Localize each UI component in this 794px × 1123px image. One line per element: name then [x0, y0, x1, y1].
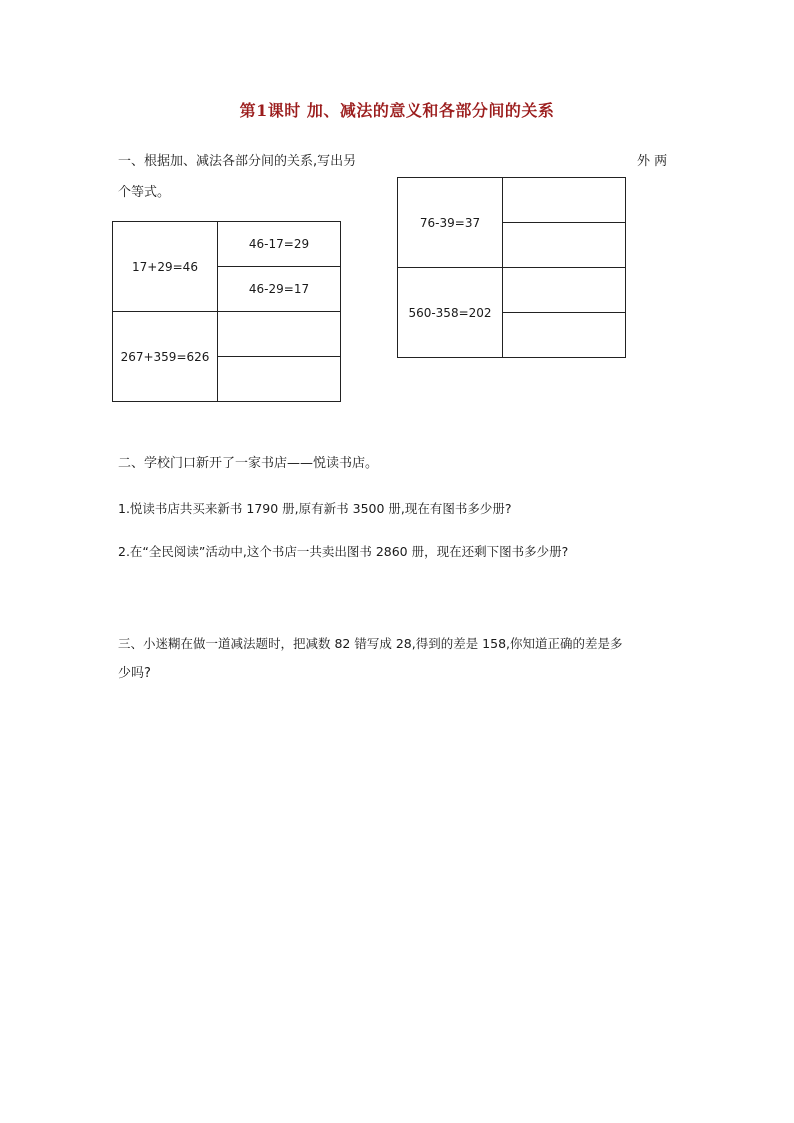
- answer-cell[interactable]: [503, 268, 626, 313]
- equation-table-right: [397, 177, 626, 358]
- answer-cell[interactable]: [503, 313, 626, 358]
- equation-table-left: [112, 221, 341, 402]
- answer-cell[interactable]: 46-29=17: [218, 267, 341, 312]
- given-equation: 267+359=626: [113, 312, 218, 402]
- question-2: 2.在“全民阅读”活动中,这个书店一共卖出图书 2860 册，现在还剩下图书多少册?: [118, 544, 569, 559]
- question-1: 1.悦读书店共买来新书 1790 册,原有新书 3500 册,现在有图书多少册?: [118, 501, 512, 516]
- answer-cell[interactable]: 46-17=29: [218, 222, 341, 267]
- section2-heading: 二、学校门口新开了一家书店——悦读书店。: [118, 456, 379, 471]
- answer-cell[interactable]: [218, 357, 341, 402]
- section3-line2: 少吗?: [118, 666, 151, 681]
- answer-cell[interactable]: [503, 223, 626, 268]
- answer-cell[interactable]: [503, 178, 626, 223]
- section1-heading-cont: 个等式。: [118, 185, 171, 200]
- given-equation: 17+29=46: [113, 222, 218, 312]
- page-title: 第1课时 加、减法的意义和各部分间的关系: [239, 101, 555, 120]
- given-equation: 76-39=37: [398, 178, 503, 268]
- given-equation: 560-358=202: [398, 268, 503, 358]
- answer-cell[interactable]: [218, 312, 341, 357]
- section1-heading-tail: 外 两: [637, 154, 668, 169]
- section3-line1: 三、小迷糊在做一道减法题时，把减数 82 错写成 28,得到的差是 158,你知道正确的差是多: [118, 636, 623, 651]
- section1-heading: 一、根据加、减法各部分间的关系,写出另: [118, 154, 357, 169]
